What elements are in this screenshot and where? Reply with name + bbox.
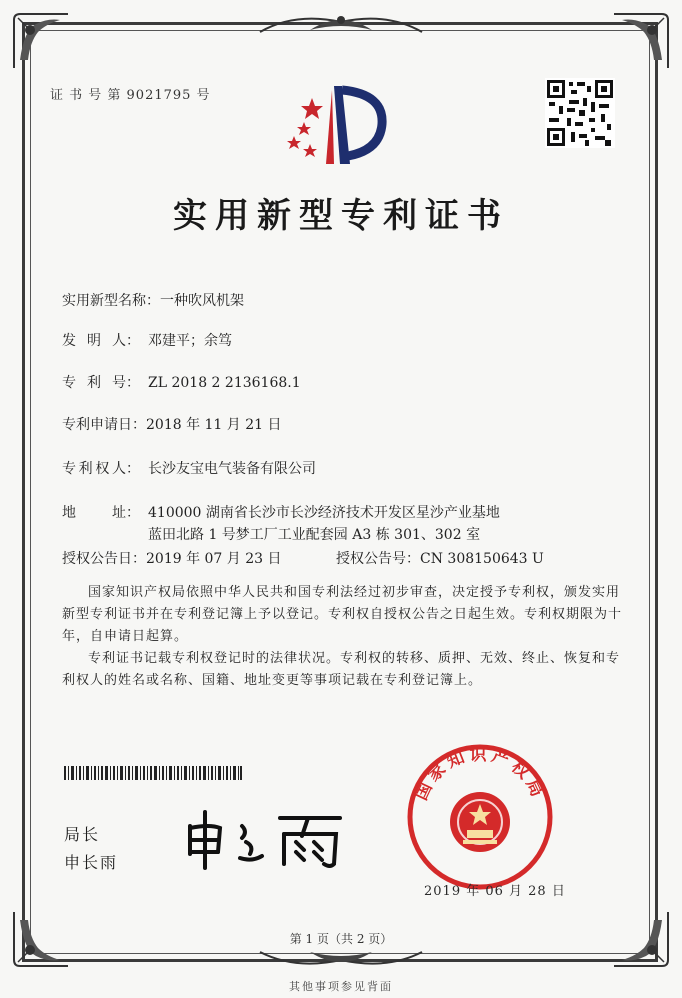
field-label: 专 利 权 人：: [62, 461, 140, 477]
director-title: 局长: [64, 825, 101, 844]
seal-date: 2019 年 06 月 28 日: [424, 884, 566, 899]
field-value: 2018 年 11 月 21 日: [146, 417, 282, 433]
field-value: 邓建平；余笃: [148, 333, 232, 349]
field-value: 长沙友宝电气装备有限公司: [148, 461, 316, 477]
field-patentee: [62, 458, 316, 478]
certificate-title: 实用新型专利证书: [173, 196, 509, 236]
field-filing-date: [62, 414, 282, 434]
director-name: 申长雨: [64, 853, 119, 872]
field-label: 授权公告日：: [62, 551, 146, 567]
field-value: ZL 2018 2 2136168.1: [148, 375, 301, 391]
page-number: 第 1 页（共 2 页）: [289, 932, 393, 946]
paragraph-grant-statement: 国家知识产权局依照中华人民共和国专利法经过初步审查，决定授予专利权，颁发实用新型专利证书并在专利登记簿上予以登记。专利权自授权公告之日起生效。专利权期限为十年，自申请日起算。: [62, 585, 623, 644]
field-utility-model-name: [62, 290, 244, 310]
corner-ornament-icon: [10, 10, 72, 72]
field-label: 实用新型名称：: [62, 293, 160, 309]
field-label: 授权公告号：: [336, 551, 420, 567]
barcode-icon: [64, 766, 242, 780]
field-grant-number: [336, 548, 544, 568]
field-label: 专 利 号：: [62, 375, 140, 391]
field-value: 2019 年 07 月 23 日: [146, 551, 282, 567]
field-label: 专利申请日：: [62, 417, 146, 433]
bottom-ornament-icon: [250, 948, 432, 974]
certificate-number: 证 书 号 第 9021795 号: [50, 88, 211, 103]
field-grant-date: [62, 548, 282, 568]
corner-ornament-icon: [610, 10, 672, 72]
qr-code-icon: [545, 78, 615, 148]
field-value: 410000 湖南省长沙市长沙经济技术开发区星沙产业基地: [148, 505, 500, 521]
paragraph-legal-status: 专利证书记载专利权登记时的法律状况。专利权的转移、质押、无效、终止、恢复和专利权人的姓名或名称、国籍、地址变更等事项记载在专利登记簿上。: [62, 651, 621, 688]
official-seal-icon: [405, 742, 555, 892]
seal-text: 国家知识产权局: [411, 744, 549, 804]
field-address: [62, 502, 500, 522]
field-value: CN 308150643 U: [420, 551, 544, 567]
field-value: 一种吹风机架: [160, 293, 244, 309]
field-label: 发 明 人：: [62, 333, 140, 349]
cnipa-emblem-icon: [282, 80, 392, 172]
handwritten-signature-icon: [180, 806, 350, 872]
field-patent-number: [62, 372, 301, 392]
footer-note: 其他事项参见背面: [289, 980, 393, 993]
field-inventor: [62, 330, 232, 350]
top-ornament-icon: [250, 8, 432, 38]
field-label: 地 址：: [62, 505, 140, 521]
field-address-line2: 蓝田北路 1 号梦工厂工业配套园 A3 栋 301、302 室: [148, 527, 481, 543]
